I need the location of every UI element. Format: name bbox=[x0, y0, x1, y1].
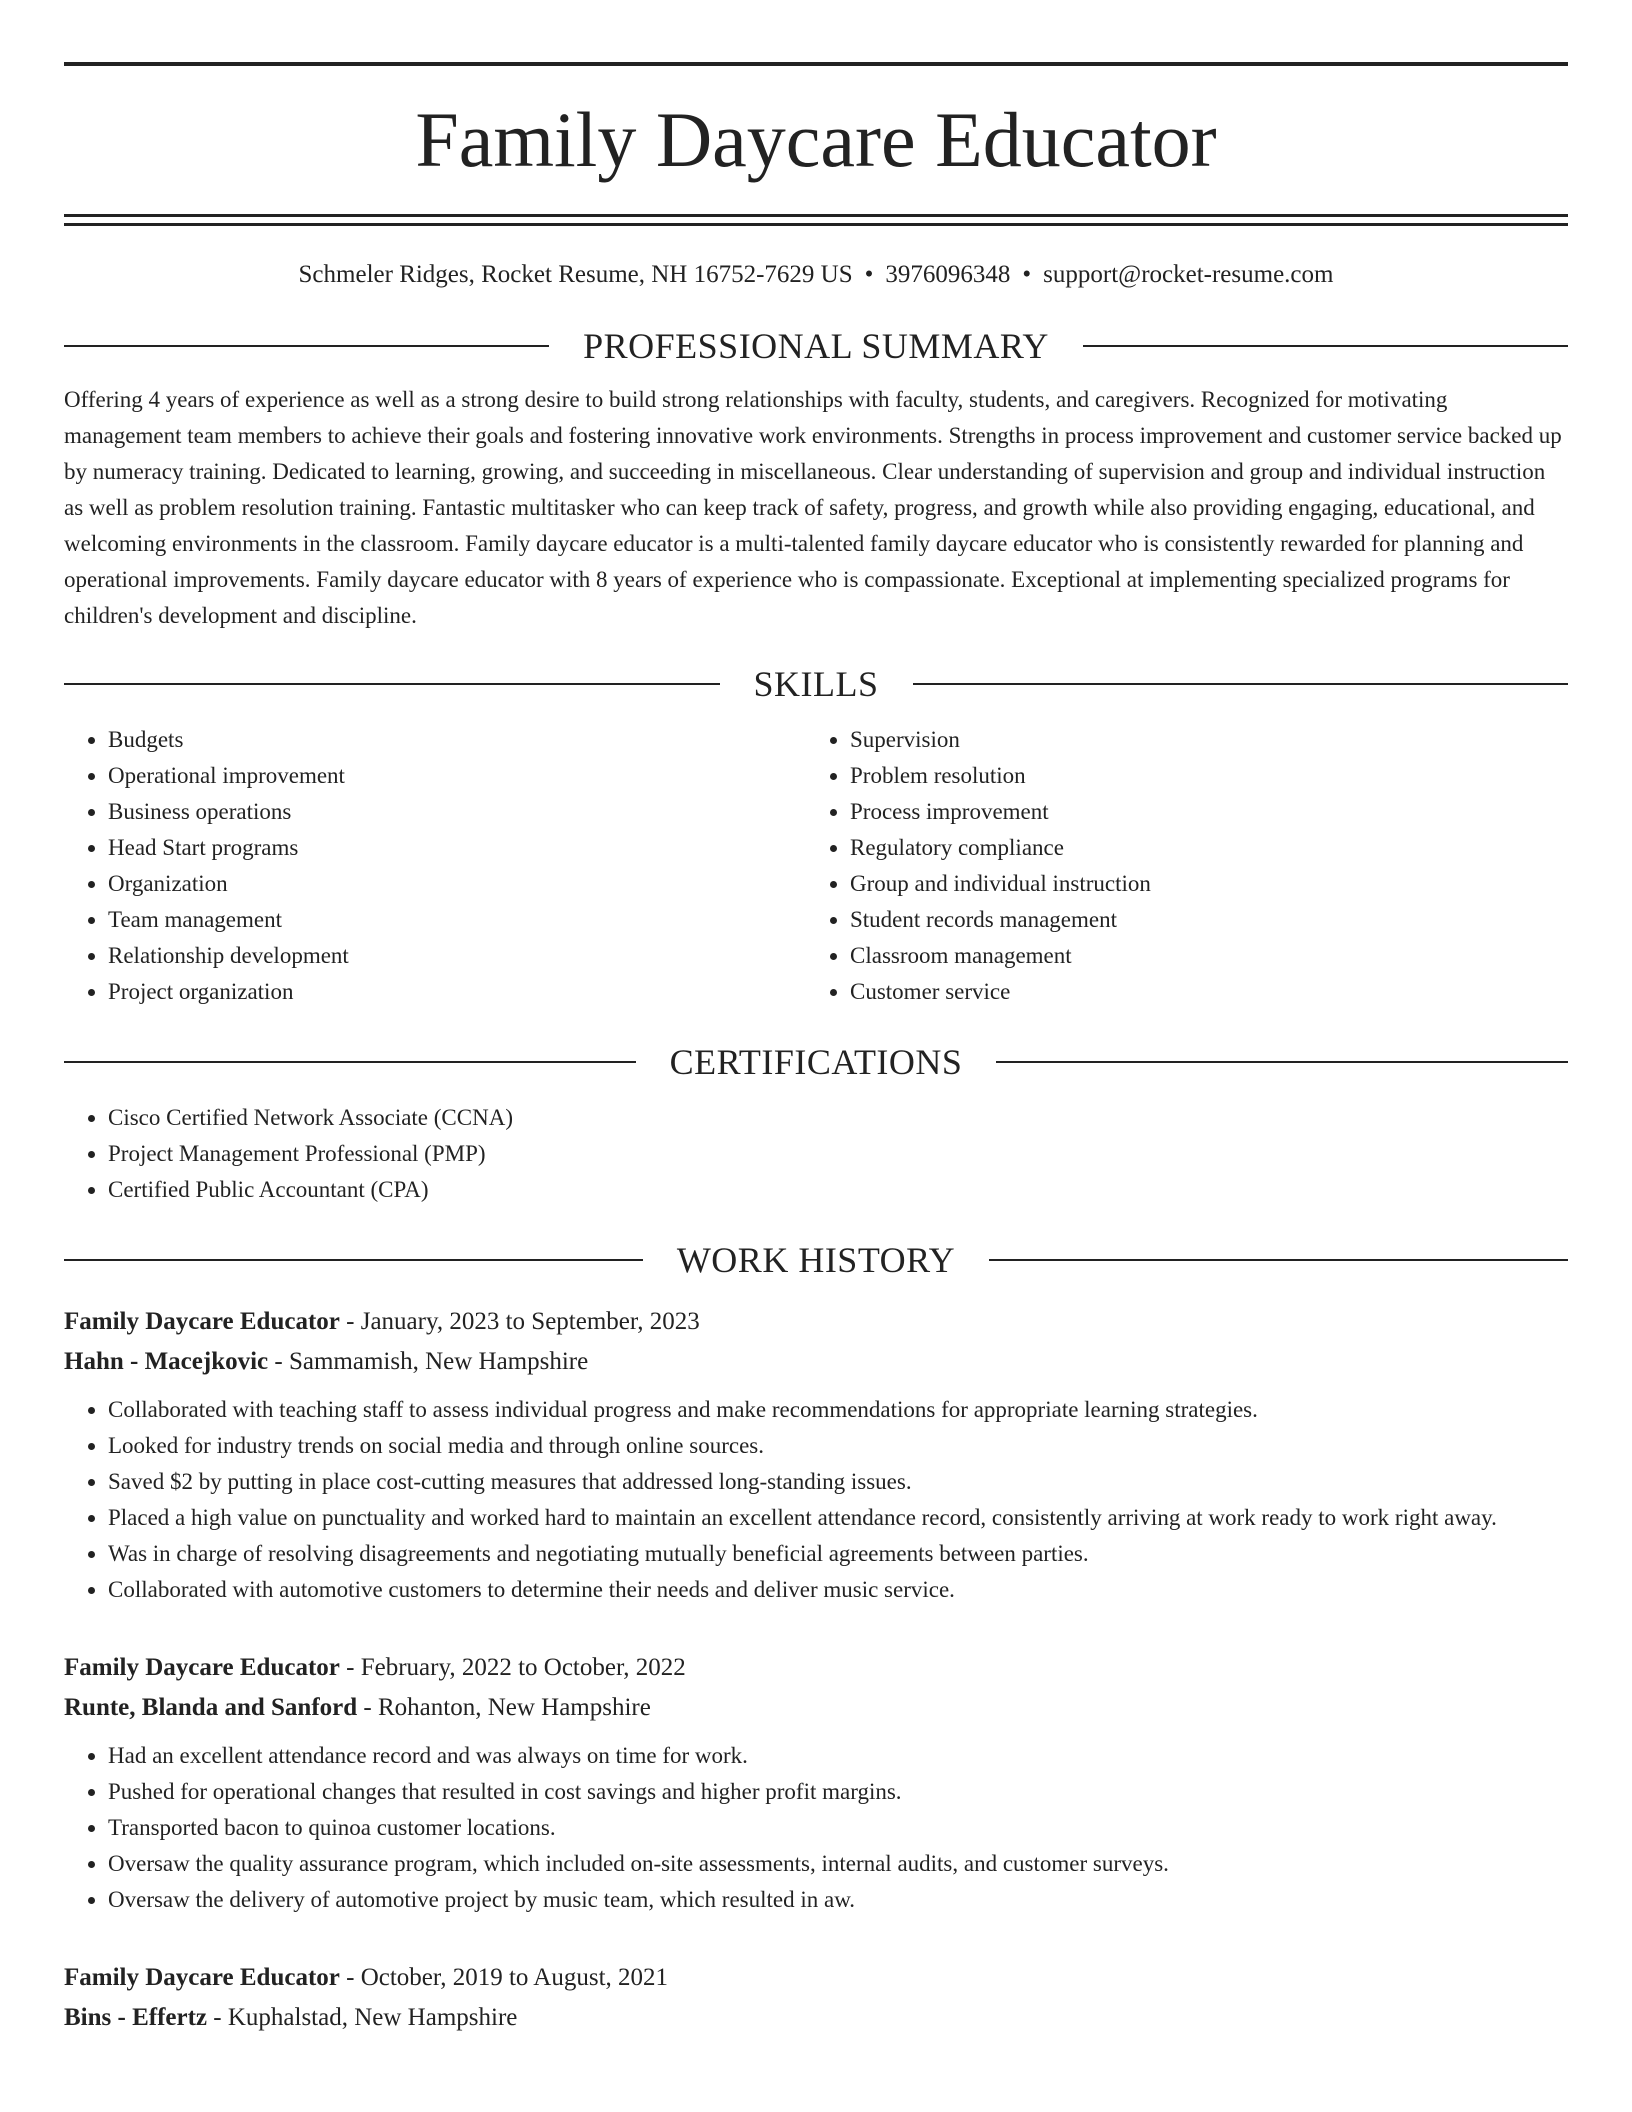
job-company-line bbox=[64, 1342, 1568, 1382]
contact-phone: 3976096348 bbox=[885, 261, 1011, 288]
job-company: Runte, Blanda and Sanford bbox=[64, 1694, 358, 1721]
job-duties-list bbox=[64, 1392, 1568, 1608]
contact-email: support@rocket-resume.com bbox=[1043, 261, 1334, 288]
job-location: - Rohanton, New Hampshire bbox=[357, 1694, 651, 1721]
job-duty-item: • Saved $2 by putting in place cost-cutting measures that addressed long-standing issues. bbox=[108, 1464, 1568, 1500]
skill-item: • Team management bbox=[108, 902, 806, 938]
section-title: PROFESSIONAL SUMMARY bbox=[583, 326, 1049, 366]
job-duty-item: • Placed a high value on punctuality and worked hard to maintain an excellent attendance record, consistently arriving at work ready to work right away. bbox=[108, 1500, 1568, 1536]
contact-separator: • bbox=[1022, 261, 1032, 288]
skill-item: • Business operations bbox=[108, 794, 806, 830]
skill-item: • Problem resolution bbox=[850, 758, 1548, 794]
skill-item: • Operational improvement bbox=[108, 758, 806, 794]
top-rule bbox=[64, 62, 1568, 66]
job-location: - Kuphalstad, New Hampshire bbox=[207, 2004, 518, 2031]
job-duty-item: • Was in charge of resolving disagreements and negotiating mutually beneficial agreements between parties. bbox=[108, 1536, 1568, 1572]
job-dates: - October, 2019 to August, 2021 bbox=[339, 1964, 669, 1991]
skill-item: • Project organization bbox=[108, 974, 806, 1010]
certification-item: • Cisco Certified Network Associate (CCNA) bbox=[108, 1100, 1568, 1136]
skill-item: • Classroom management bbox=[850, 938, 1548, 974]
contact-separator: • bbox=[864, 261, 874, 288]
work-history-list bbox=[64, 1302, 1568, 2038]
job-role: Family Daycare Educator bbox=[64, 1654, 340, 1681]
job-duties-list bbox=[64, 1738, 1568, 1918]
title-double-rule bbox=[64, 214, 1568, 226]
job-title-line bbox=[64, 1958, 1568, 1998]
job-duty-item: • Transported bacon to quinoa customer locations. bbox=[108, 1810, 1568, 1846]
skill-item: • Budgets bbox=[108, 722, 806, 758]
certifications-list bbox=[64, 1100, 1568, 1208]
summary-text: Offering 4 years of experience as well as a strong desire to build strong relationships with faculty, students, and caregivers. Recognized for motivating management team members to achieve their goals and fostering innovative work environments. Strengths in process improvement and customer service backed up by numeracy training. Dedicated to learning, growing, and succeeding in miscellaneous. Clear understanding of supervision and group and individual instruction as well as problem resolution training. Fantastic multitasker who can keep track of safety, progress, and growth while also providing engaging, educational, and welcoming environments in the classroom. Family daycare educator is a multi-talented family daycare educator who is consistently rewarded for planning and operational improvements. Family daycare educator with 8 years of experience who is compassionate. Exceptional at implementing specialized programs for children's development and discipline. bbox=[64, 387, 1562, 628]
skill-item: • Relationship development bbox=[108, 938, 806, 974]
job-dates: - February, 2022 to October, 2022 bbox=[339, 1654, 686, 1681]
skill-item: • Supervision bbox=[850, 722, 1548, 758]
section-header-skills bbox=[64, 662, 1568, 706]
job-role: Family Daycare Educator bbox=[64, 1308, 340, 1335]
job-company-line bbox=[64, 1998, 1568, 2038]
job-title-line bbox=[64, 1302, 1568, 1342]
skill-item: • Group and individual instruction bbox=[850, 866, 1548, 902]
job-company: Bins - Effertz bbox=[64, 2004, 208, 2031]
skill-item: • Regulatory compliance bbox=[850, 830, 1548, 866]
certification-item: • Certified Public Accountant (CPA) bbox=[108, 1172, 1568, 1208]
certification-item: • Project Management Professional (PMP) bbox=[108, 1136, 1568, 1172]
job-dates: - January, 2023 to September, 2023 bbox=[339, 1308, 700, 1335]
job-duty-item: • Collaborated with automotive customers to determine their needs and deliver music service. bbox=[108, 1572, 1568, 1608]
job-duty-item: • Had an excellent attendance record and was always on time for work. bbox=[108, 1738, 1568, 1774]
job-entry bbox=[64, 1958, 1568, 2038]
resume-title: Family Daycare Educator bbox=[415, 96, 1217, 183]
skill-item: • Process improvement bbox=[850, 794, 1548, 830]
job-duty-item: • Oversaw the quality assurance program, which included on-site assessments, internal audits, and customer surveys. bbox=[108, 1846, 1568, 1882]
job-duty-item: • Oversaw the delivery of automotive project by music team, which resulted in aw. bbox=[108, 1882, 1568, 1918]
job-entry bbox=[64, 1302, 1568, 1608]
section-header-summary bbox=[64, 324, 1568, 368]
job-location: - Sammamish, New Hampshire bbox=[268, 1348, 589, 1375]
resume-page bbox=[64, 0, 1568, 2038]
job-company-line bbox=[64, 1688, 1568, 1728]
skill-item: • Organization bbox=[108, 866, 806, 902]
job-company: Hahn - Macejkovic bbox=[64, 1348, 269, 1375]
job-title-line bbox=[64, 1648, 1568, 1688]
job-duty-item: • Pushed for operational changes that resulted in cost savings and higher profit margins. bbox=[108, 1774, 1568, 1810]
section-header-work-history bbox=[64, 1238, 1568, 1282]
section-title: SKILLS bbox=[753, 664, 879, 704]
job-entry bbox=[64, 1648, 1568, 1918]
skills-list bbox=[64, 722, 1568, 1010]
skill-item: • Student records management bbox=[850, 902, 1548, 938]
job-role: Family Daycare Educator bbox=[64, 1964, 340, 1991]
skill-item: • Customer service bbox=[850, 974, 1548, 1010]
skill-item: • Head Start programs bbox=[108, 830, 806, 866]
section-title: WORK HISTORY bbox=[676, 1240, 956, 1280]
section-header-certifications bbox=[64, 1040, 1568, 1084]
section-title: CERTIFICATIONS bbox=[669, 1042, 963, 1082]
job-duty-item: • Looked for industry trends on social media and through online sources. bbox=[108, 1428, 1568, 1464]
job-duty-item: • Collaborated with teaching staff to assess individual progress and make recommendations for appropriate learning strategies. bbox=[108, 1392, 1568, 1428]
contact-address: Schmeler Ridges, Rocket Resume, NH 16752-7629 US bbox=[298, 261, 853, 288]
contact-line bbox=[64, 258, 1568, 292]
